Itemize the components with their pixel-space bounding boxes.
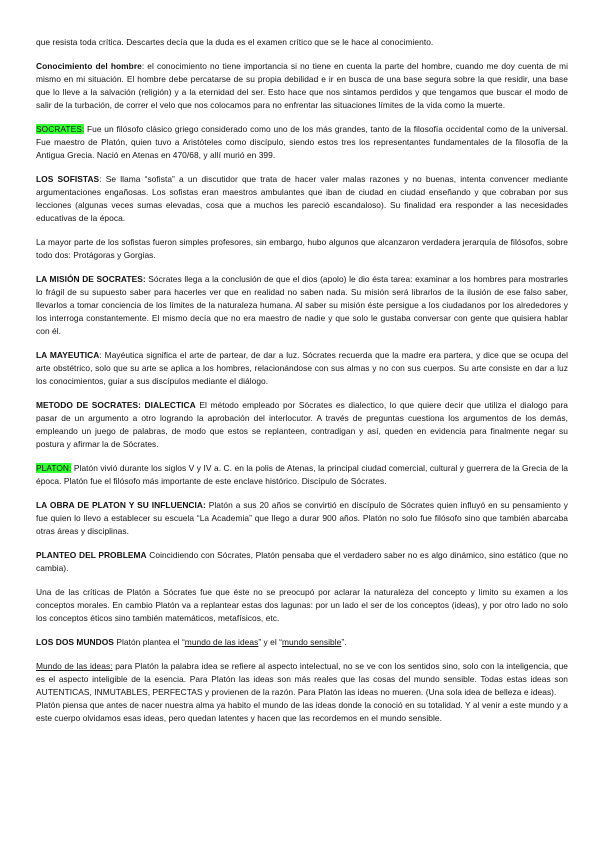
section-heading: METODO DE SOCRATES: DIALECTICA	[36, 400, 196, 410]
paragraph-obra-platon	[36, 499, 568, 538]
paragraph-planteo-problema	[36, 549, 568, 575]
paragraph-text: ” y el “	[258, 637, 282, 647]
paragraph-text: para Platón la palabra idea se refiere al aspecto intelectual, no se ve con los sentidos sino, solo con la inteligencia, que es el aspecto inteligible de la esencia. Para Platón las ideas son más reales que las cosas del mundo sensible. Todas estas ideas son AUTENTICAS, INMUTABLES, PERFECTAS y provienen de la razón. Para Platón las ideas no mueren. (Una sola idea de belleza e ideas).	[36, 661, 568, 697]
section-heading: LA OBRA DE PLATON Y SU INFLUENCIA:	[36, 500, 206, 510]
paragraph-text: : Mayéutica significa el arte de partear, de dar a luz. Sócrates recuerda que la madre era partera, y dice que se ocupa del arte obstétrico, solo que su arte se aplica a los hombres, relacionándose con sus almas y no con sus cuerpos. Su arte consiste en dar a luz los conocimientos, guiar a sus discípulos mediante el diálogo.	[36, 350, 568, 386]
paragraph-text: Platón vivió durante los siglos V y IV a. C. en la polis de Atenas, la principal ciudad comercial, cultural y guerrera de la Grecia de la época. Platón fue el filósofo más importante de este enclave histórico. Discípulo de Sócrates.	[36, 463, 568, 486]
paragraph-mundo-ideas	[36, 660, 568, 699]
paragraph-text: Una de las críticas de Platón a Sócrates fue que éste no se preocupó por aclarar la naturaleza del concepto y limito su examen a los conceptos morales. En cambio Platón va a replantear estas dos lagunas: por un lado el ser de los conceptos (ideas), y por otro lado no solo los conceptos éticos sino también matemáticos, metafísicos, etc.	[36, 587, 568, 623]
section-heading: PLANTEO DEL PROBLEMA	[36, 550, 147, 560]
paragraph-socrates	[36, 123, 568, 162]
highlighted-heading: SOCRATES:	[36, 124, 85, 134]
paragraph-alma-ideas	[36, 699, 568, 725]
paragraph-platon	[36, 462, 568, 488]
paragraph-text: que resista toda crítica. Descartes decía que la duda es el examen crítico que se le hace al conocimiento.	[36, 37, 434, 47]
paragraph-text: : el conocimiento no tiene importancia si no tiene en cuenta la parte del hombre, cuando me doy cuenta de mi mismo en mi situación. El hombre debe percatarse de su propia debilidad e ir en busca de una base segura sobre la que residir, una base que lo lleve a la salvación (religión) y a la eternidad del ser. Esto hace que nos sintamos perdidos y que tengamos que buscar el modo de salir de la turbación, de correr el velo que nos colocamos para no enfrentar las situaciones límites de la vida como la muerte.	[36, 61, 568, 110]
paragraph-criticas-platon	[36, 586, 568, 625]
underlined-heading: Mundo de las ideas:	[36, 661, 113, 671]
paragraph-dos-mundos	[36, 636, 568, 649]
paragraph-descartes	[36, 36, 568, 49]
paragraph-text: Platón plantea el “	[113, 637, 185, 647]
paragraph-text: La mayor parte de los sofistas fueron simples profesores, sin embargo, hubo algunos que alcanzaron verdadera jerarquía de filósofos, sobre todo dos: Protágoras y Gorgias.	[36, 237, 568, 260]
paragraph-text: ”.	[341, 637, 347, 647]
section-heading: Conocimiento del hombre	[36, 61, 142, 71]
document-page	[36, 36, 568, 736]
section-heading: LOS DOS MUNDOS	[36, 637, 114, 647]
highlighted-heading: PLATON:	[36, 463, 72, 473]
paragraph-text: Fue un filósofo clásico griego considerado como uno de los más grandes, tanto de la filosofía occidental como de la universal. Fue maestro de Platón, quien tuvo a Aristóteles como discípulo, siendo estos tres los representantes fundamentales de la filosofía de la Antigua Grecia. Nació en Atenas en 470/68, y allí murió en 399.	[36, 124, 568, 160]
paragraph-sofistas	[36, 173, 568, 225]
paragraph-mayeutica	[36, 349, 568, 388]
section-heading: LA MISIÓN DE SOCRATES:	[36, 274, 146, 284]
paragraph-text: Platón piensa que antes de nacer nuestra alma ya habito el mundo de las ideas donde la conoció en su totalidad. Y al venir a este mundo y a este cuerpo olvidamos esas ideas, pero quedan latentes y hacen que las recordemos en el mundo sensible.	[36, 700, 568, 723]
paragraph-text: Platón a sus 20 años se convirtió en discípulo de Sócrates quien influyó en su pensamiento y fue quien lo llevo a establecer su escuela “La Academia” que llego a durar 900 años. Platón no solo fue filósofo sino que también abarcaba otras áreas y disciplinas.	[36, 500, 568, 536]
paragraph-text: Sócrates llega a la conclusión de que el dios (apolo) le dio ésta tarea: examinar a los hombres para mostrarles lo frágil de su supuesto saber para hacerles ver que en realidad no saben nada. Su misión será librarlos de la ilusión de ese falso saber, llevarlos a tomar conciencia de los límites de la naturaleza humana. Al saber su misión éste persigue a los ciudadanos por los alrededores y los interroga constantemente. El mismo decía que no era maestro de nadie y que solo le gustaba conversar con gente que quisiera hablar con él.	[36, 274, 568, 336]
paragraph-text: : Se llama “sofista” a un discutidor que trata de hacer valer malas razones y no buenas, intenta convencer mediante argumentaciones engañosas. Los sofistas eran maestros ambulantes que iban de ciudad en ciudad enseñando y que cobraban por sus lecciones (algunas veces sumas elevadas, cosa que a muchos les pareció escandaloso). Su finalidad era responder a las necesidades educativas de la época.	[36, 174, 568, 223]
paragraph-mision-socrates	[36, 273, 568, 338]
underlined-term-mundo-sensible: mundo sensible	[282, 637, 342, 647]
underlined-term-mundo-ideas: mundo de las ideas	[184, 637, 259, 647]
paragraph-metodo-dialectica	[36, 399, 568, 451]
section-heading: LOS SOFISTAS	[36, 174, 100, 184]
section-heading: LA MAYEUTICA	[36, 350, 100, 360]
paragraph-text: Coincidiendo con Sócrates, Platón pensaba que el verdadero saber no es algo dinámico, sino estático (que no cambia).	[36, 550, 568, 573]
paragraph-conocimiento-del-hombre	[36, 60, 568, 112]
paragraph-protagoras-gorgias	[36, 236, 568, 262]
paragraph-text: El método empleado por Sócrates es dialectico, lo que quiere decir que utiliza el dialogo para pasar de un argumento a otro logrando la aprobación del interlocutor. A través de preguntas cuestiona los argumentos de los demás, empleando un juego de palabras, de modo que estos se replanteen, contradigan y así, queden en evidencia para finalmente negar su postura y afirmar la de Sócrates.	[36, 400, 568, 449]
